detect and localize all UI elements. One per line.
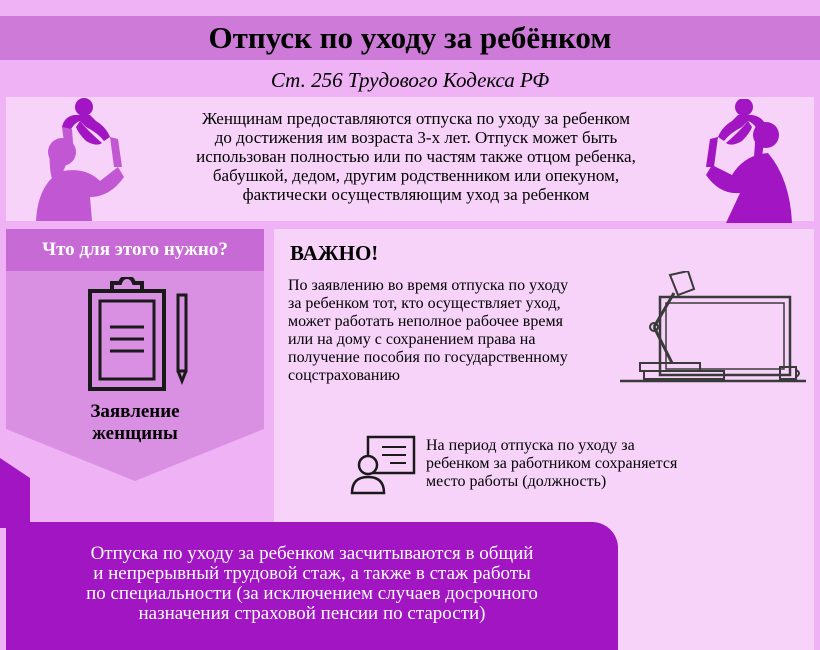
desk-lamp-monitor-icon	[620, 271, 806, 389]
important-line: получение пособия по государственному	[288, 349, 568, 366]
page-subtitle: Ст. 256 Трудового Кодекса РФ	[270, 68, 550, 92]
requirements-heading: Что для этого нужно?	[42, 239, 228, 260]
important-text	[288, 277, 628, 385]
bottom-banner	[6, 522, 618, 650]
bottom-line: назначения страховой пенсии по старости)	[138, 603, 486, 624]
workplace-line: ребенком за работником сохраняется	[426, 455, 678, 472]
bottom-line: и непрерывный трудовой стаж, а также в стаж работы	[93, 563, 531, 584]
important-line: соцстрахованию	[288, 367, 400, 384]
intro-line: Женщинам предоставляются отпуска по уходу за ребенком	[201, 109, 631, 128]
application-label-line: женщины	[92, 423, 178, 444]
intro-line: использован полностью или по частям также отцом ребенка,	[196, 147, 636, 166]
application-label-line: Заявление	[90, 401, 180, 422]
intro-line: фактически осуществляющим уход за ребенком	[242, 185, 590, 204]
clipboard-pencil-icon	[84, 277, 194, 397]
workplace-line: На период отпуска по уходу за	[426, 437, 635, 454]
workplace-text	[426, 437, 756, 491]
intro-box	[6, 97, 814, 221]
title-bar	[0, 16, 820, 60]
bottom-line: Отпуска по уходу за ребенком засчитываются в общий	[90, 543, 534, 564]
decorative-shape	[0, 458, 30, 528]
person-document-icon	[350, 435, 416, 495]
parent-with-child-icon	[682, 99, 802, 223]
important-title: ВАЖНО!	[290, 241, 379, 265]
intro-text	[146, 109, 686, 204]
bottom-text	[14, 544, 610, 624]
bottom-line: по специальности (за исключением случаев досрочного	[86, 583, 538, 604]
application-label	[6, 401, 264, 445]
important-line: или на дому с сохранением права на	[288, 331, 536, 348]
requirements-panel	[6, 229, 264, 484]
important-line: за ребенком тот, кто осуществляет уход,	[288, 295, 561, 312]
workplace-line: место работы (должность)	[426, 473, 607, 490]
page-title: Отпуск по уходу за ребёнком	[208, 20, 612, 55]
intro-line: бабушкой, дедом, другим родственником или опекуном,	[212, 166, 620, 185]
important-line: По заявлению во время отпуска по уходу	[288, 277, 569, 294]
parent-with-child-icon	[26, 97, 146, 221]
important-line: может работать неполное рабочее время	[288, 313, 563, 330]
intro-line: до достижения им возраста 3-х лет. Отпуск может быть	[214, 128, 618, 147]
